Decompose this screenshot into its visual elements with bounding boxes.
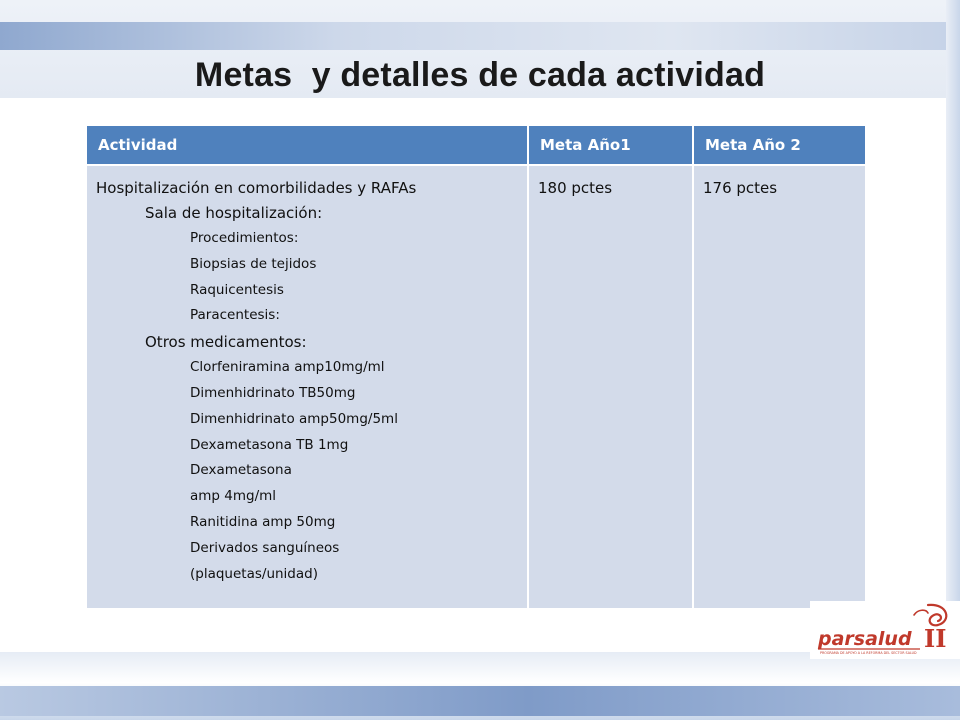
list-item: Biopsias de tejidos xyxy=(190,255,317,272)
slide-title: Metas y detalles de cada actividad xyxy=(194,56,766,94)
activity-cell xyxy=(87,165,528,608)
parsalud-logo-graphic xyxy=(810,601,960,659)
header-goal-year1: Meta Año1 xyxy=(528,126,693,165)
list-item: Ranitidina amp 50mg xyxy=(190,513,336,530)
bottom-stripe xyxy=(0,686,960,716)
list-item: Paracentesis: xyxy=(190,307,280,324)
table-header-row xyxy=(87,126,865,165)
logo-roman-numeral: II xyxy=(924,624,947,653)
goal-year1-cell xyxy=(528,165,693,608)
list-item: Dimenhidrinato TB50mg xyxy=(190,384,356,401)
list-item: Derivados sanguíneos xyxy=(190,539,340,556)
list-item: amp 4mg/ml xyxy=(190,488,277,505)
table-row xyxy=(87,165,865,608)
list-item: Dimenhidrinato amp50mg/5ml xyxy=(190,410,398,427)
header-goal-year2: Meta Año 2 xyxy=(693,126,865,165)
header-activity: Actividad xyxy=(87,126,528,165)
goal-year2-value: 176 pctes xyxy=(703,179,778,197)
list-item: Dexametasona TB 1mg xyxy=(190,436,349,453)
logo-tagline: PROGRAMA DE APOYO A LA REFORMA DEL SECTOR SALUD xyxy=(820,651,917,655)
section-other-medications: Otros medicamentos: xyxy=(145,333,307,352)
list-item: Dexametasona xyxy=(190,462,292,479)
goal-year2-cell xyxy=(693,165,865,608)
list-item: Raquicentesis xyxy=(190,281,284,298)
activity-main: Hospitalización en comorbilidades y RAFAs xyxy=(96,179,417,197)
list-item: Procedimientos: xyxy=(190,230,299,246)
list-item: (plaquetas/unidad) xyxy=(190,565,318,582)
section-hospital-ward: Sala de hospitalización: xyxy=(145,204,323,222)
logo-wordmark: parsalud xyxy=(818,628,912,650)
top-stripe xyxy=(0,22,960,50)
goal-year1-value: 180 pctes xyxy=(538,179,613,197)
list-item: Clorfeniramina amp10mg/ml xyxy=(190,359,385,376)
parsalud-logo xyxy=(810,601,960,659)
goals-table xyxy=(87,126,865,608)
